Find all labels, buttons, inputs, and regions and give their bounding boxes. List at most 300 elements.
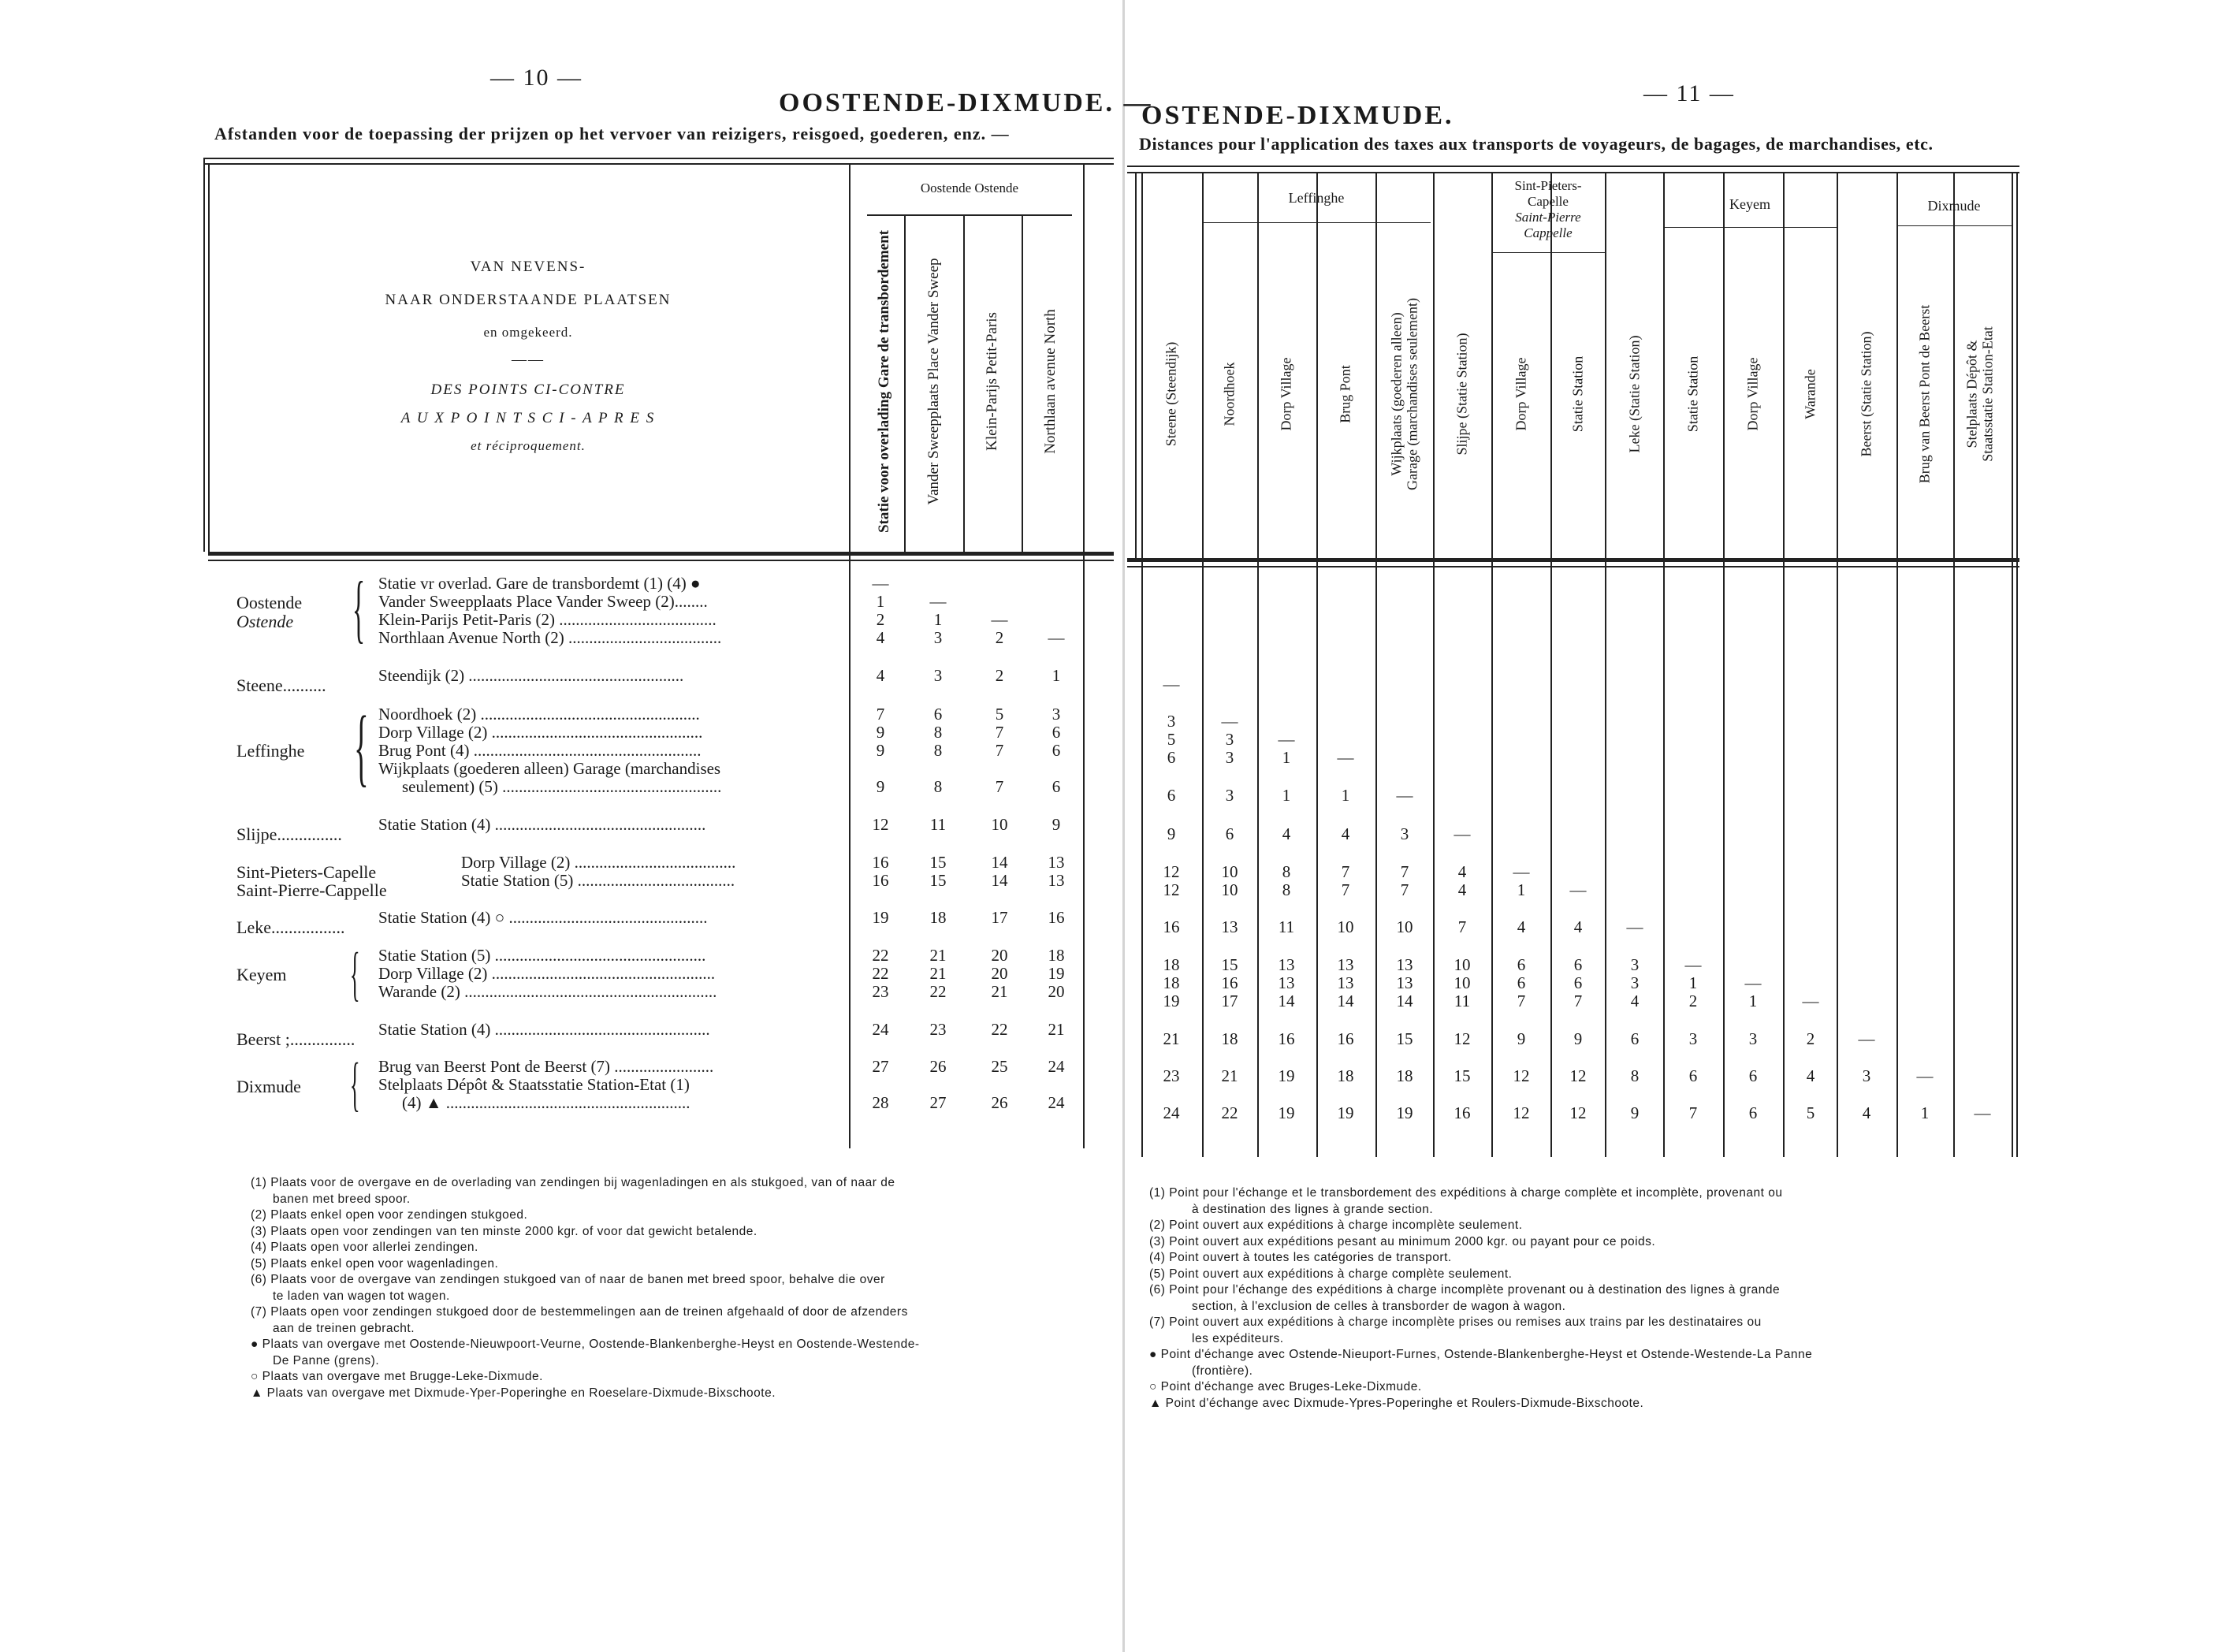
table-cell: 6 (1688, 1066, 1698, 1085)
right-col-header: Noordhoek (1221, 362, 1238, 426)
heading-fr-3: et réciproquement. (471, 438, 586, 453)
table-cell: 20 (991, 946, 1008, 965)
row-place-label: Statie Station (5) ...................................... (461, 871, 735, 890)
table-cell: 15 (929, 871, 947, 890)
right-col-sep (1783, 172, 1785, 1157)
right-col-sep (1257, 172, 1259, 1157)
table-cell: 4 (1573, 917, 1583, 936)
footnote-line: banen met breed spoor. (273, 1192, 411, 1206)
group-sintpieters (1491, 178, 1605, 241)
brace-leffinghe: { (354, 698, 369, 794)
table-cell: 6 (1573, 973, 1583, 992)
left-col-right (1083, 163, 1085, 1148)
table-cell: 6 (1225, 824, 1234, 843)
table-cell: 16 (1337, 1029, 1354, 1048)
brace-oostende: { (352, 566, 366, 650)
heading-fr-1: DES POINTS CI-CONTRE (430, 381, 626, 398)
table-cell: 6 (1748, 1066, 1758, 1085)
right-col-sep (2012, 172, 2013, 1157)
table-cell: 4 (1806, 1066, 1815, 1085)
table-cell: 18 (1337, 1066, 1354, 1085)
right-col-sep (1316, 172, 1318, 1157)
table-cell: 1 (1920, 1103, 1930, 1122)
row-town-label: Slijpe............... (236, 824, 342, 844)
row-town-label: Keyem (236, 965, 287, 984)
right-col-sep (1723, 172, 1725, 1157)
table-cell: 10 (1221, 862, 1238, 881)
table-cell: 22 (929, 982, 947, 1001)
row-place-label: Northlaan Avenue North (2) ..................................... (378, 628, 722, 647)
table-cell: 12 (1453, 1029, 1471, 1048)
right-col-sep (1202, 172, 1204, 1157)
table-cell: 18 (1396, 1066, 1413, 1085)
col-header-klein-parijs: Klein-Parijs Petit-Paris (984, 312, 1000, 451)
right-col-header: Statie Station (1684, 355, 1701, 433)
right-col-header: Steene (Steendijk) (1163, 341, 1179, 447)
col-header-vander-sweep: Vander Sweepplaats Place Vander Sweep (925, 258, 942, 505)
footnote-line: ○ Plaats van overgave met Brugge-Leke-Dixmude. (251, 1370, 543, 1383)
table-cell: — (1221, 712, 1238, 731)
table-cell: 23 (1163, 1066, 1180, 1085)
row-town-label: Sint-Pieters-Capelle (236, 862, 377, 882)
row-town-label: Leffinghe (236, 741, 305, 761)
footnote-line: (1) Point pour l'échange et le transbordement des expéditions à charge complète et incomplète, provenant ou (1149, 1186, 1783, 1200)
table-cell: 13 (1337, 955, 1354, 974)
row-place-label: (4) ▲ ........................................................... (402, 1093, 690, 1112)
table-cell: — (1337, 748, 1354, 767)
table-cell: 9 (876, 741, 885, 760)
row-place-label: Statie Station (5) ................................................... (378, 946, 706, 965)
table-cell: 4 (1457, 880, 1467, 899)
table-cell: 9 (1573, 1029, 1583, 1048)
table-cell: 14 (991, 871, 1008, 890)
table-cell: — (1453, 824, 1471, 843)
heading-nl-2: NAAR ONDERSTAANDE PLAATSEN (385, 292, 672, 308)
table-cell: 15 (1453, 1066, 1471, 1085)
sintpieters-line-4: Cappelle (1524, 225, 1573, 240)
table-cell: 8 (933, 741, 943, 760)
left-col-sep-2 (963, 214, 965, 552)
row-place-label: Klein-Parijs Petit-Paris (2) ...................................... (378, 610, 717, 629)
table-cell: 5 (995, 705, 1004, 724)
table-cell: 28 (872, 1093, 889, 1112)
sintpieters-line-3: Saint-Pierre (1515, 210, 1581, 225)
table-cell: 9 (1630, 1103, 1640, 1122)
table-cell: 1 (1517, 880, 1526, 899)
table-cell: 10 (1221, 880, 1238, 899)
table-cell: 12 (1163, 880, 1180, 899)
heading-fr-2: A U X P O I N T S C I - A P R E S (400, 410, 656, 426)
table-cell: 21 (929, 964, 947, 983)
row-place-label: Statie Station (4) .................................................... (378, 1020, 710, 1039)
table-cell: 10 (1453, 973, 1471, 992)
group-sintpieters-rule (1491, 252, 1605, 253)
table-cell: 24 (1163, 1103, 1180, 1122)
table-cell: 16 (872, 853, 889, 872)
row-town-label: Steene.......... (236, 675, 326, 695)
right-col-header: Statie Station (1569, 355, 1586, 433)
table-cell: 13 (1396, 955, 1413, 974)
sintpieters-line-2: Capelle (1528, 194, 1569, 209)
table-cell: 7 (1517, 992, 1526, 1010)
table-cell: 1 (1688, 973, 1698, 992)
table-cell: — (1048, 628, 1065, 647)
right-col-header: Garage (marchandises seulement) (1404, 298, 1420, 490)
table-cell: 8 (933, 723, 943, 742)
right-page-number: — 11 — (1643, 80, 1735, 106)
table-cell: 1 (1341, 786, 1350, 805)
table-cell: 7 (1400, 862, 1409, 881)
table-cell: 8 (933, 777, 943, 796)
row-place-label: Wijkplaats (goederen alleen) Garage (marchandises (378, 759, 721, 778)
table-cell: 2 (876, 610, 885, 629)
right-col-sep (1605, 172, 1606, 1157)
right-frame-right-2 (2016, 172, 2018, 1157)
table-cell: 19 (1337, 1103, 1354, 1122)
table-cell: — (929, 592, 947, 611)
table-cell: 18 (929, 908, 947, 927)
table-cell: 26 (929, 1057, 947, 1076)
heading-dash: —— (512, 352, 545, 368)
right-col-sep (1837, 172, 1838, 1157)
footnote-line: (5) Point ouvert aux expéditions à charge complète seulement. (1149, 1267, 1513, 1281)
table-cell: 1 (1282, 786, 1291, 805)
table-cell: 21 (1221, 1066, 1238, 1085)
table-cell: 21 (929, 946, 947, 965)
footnote-line: De Panne (grens). (273, 1353, 380, 1367)
left-frame-left-2 (208, 163, 210, 552)
footnote-line: à destination des lignes à grande section. (1192, 1202, 1434, 1216)
row-place-label: Brug van Beerst Pont de Beerst (7) ........................ (378, 1057, 714, 1076)
table-cell: 23 (872, 982, 889, 1001)
right-col-sep (1896, 172, 1898, 1157)
group-keyem: Keyem (1729, 196, 1770, 212)
table-cell: 11 (1453, 992, 1471, 1010)
row-town-label: Dixmude (236, 1077, 301, 1096)
table-cell: 9 (1517, 1029, 1526, 1048)
table-cell: 9 (1167, 824, 1176, 843)
table-cell: 3 (1225, 748, 1234, 767)
table-cell: 2 (995, 628, 1004, 647)
table-cell: 20 (991, 964, 1008, 983)
right-frame-left (1135, 172, 1137, 558)
page-fold (1122, 0, 1125, 1652)
table-cell: — (1916, 1066, 1934, 1085)
table-cell: 7 (1400, 880, 1409, 899)
table-cell: 13 (1396, 973, 1413, 992)
footnote-line: ● Plaats van overgave met Oostende-Nieuwpoort-Veurne, Oostende-Blankenberghe-Heyst en Oostende-Westende- (251, 1338, 920, 1351)
row-place-label: Steendijk (2) .................................................... (378, 666, 684, 685)
right-col-header: Brug Pont (1337, 365, 1353, 423)
col-header-northlaan: Northlaan avenue North (1042, 309, 1059, 454)
right-col-header: Beerst (Statie Station) (1858, 331, 1874, 457)
table-cell: 6 (1573, 955, 1583, 974)
footnote-line: aan de treinen gebracht. (273, 1321, 415, 1335)
table-cell: 8 (1282, 862, 1291, 881)
right-col-header: Brug van Beerst Pont de Beerst (1916, 304, 1933, 484)
left-top-rule-2 (203, 163, 1114, 165)
table-cell: 7 (995, 777, 1004, 796)
left-title: OOSTENDE-DIXMUDE. — (779, 88, 1153, 117)
table-cell: — (1513, 862, 1530, 881)
table-cell: 1 (1282, 748, 1291, 767)
table-cell: 22 (991, 1020, 1008, 1039)
right-col-sep (1433, 172, 1435, 1157)
table-cell: — (1684, 955, 1702, 974)
table-cell: 19 (1278, 1066, 1295, 1085)
table-cell: 7 (995, 723, 1004, 742)
right-subtitle: Distances pour l'application des taxes aux transports de voyageurs, de bagages, de marchandises, etc. (1139, 134, 1934, 154)
heading-nl-1: VAN NEVENS- (470, 259, 586, 275)
left-col-divider (849, 163, 851, 1148)
footnote-line: ● Point d'échange avec Ostende-Nieuport-Furnes, Ostende-Blankenberghe-Heyst et Ostende-Westende-La Panne (1149, 1348, 1813, 1361)
table-cell: 14 (1337, 992, 1354, 1010)
table-cell: 15 (929, 853, 947, 872)
table-cell: — (1626, 917, 1643, 936)
table-cell: 3 (1225, 730, 1234, 749)
table-cell: 2 (1688, 992, 1698, 1010)
table-cell: 13 (1337, 973, 1354, 992)
table-cell: 7 (1688, 1103, 1698, 1122)
right-col-header: Slijpe (Statie Station) (1453, 333, 1470, 456)
table-cell: 13 (1278, 973, 1295, 992)
table-cell: 6 (1630, 1029, 1640, 1048)
right-top-rule (1127, 166, 2019, 167)
row-town-label: Leke................. (236, 917, 345, 937)
footnote-line: (3) Plaats open voor zendingen van ten minste 2000 kgr. of voor dat gewicht betalende. (251, 1224, 757, 1238)
table-cell: 16 (872, 871, 889, 890)
table-cell: 18 (1163, 973, 1180, 992)
table-cell: 13 (1048, 853, 1065, 872)
table-cell: 1 (1748, 992, 1758, 1010)
left-header-rule-2 (208, 560, 1114, 561)
table-cell: 14 (1396, 992, 1413, 1010)
table-cell: 18 (1221, 1029, 1238, 1048)
table-cell: 4 (1341, 824, 1350, 843)
table-cell: 15 (1396, 1029, 1413, 1048)
table-cell: 12 (872, 815, 889, 834)
left-subtitle: Afstanden voor de toepassing der prijzen op het vervoer van reizigers, reisgoed, goederen, enz. — (214, 124, 1010, 143)
table-cell: 7 (1341, 880, 1350, 899)
right-col-sep (1550, 172, 1552, 1157)
table-cell: 3 (1225, 786, 1234, 805)
table-cell: 14 (991, 853, 1008, 872)
table-cell: — (991, 610, 1008, 629)
table-cell: — (1802, 992, 1819, 1010)
row-place-label: Stelplaats Dépôt & Staatsstatie Station-Etat (1) (378, 1075, 690, 1094)
table-cell: 12 (1569, 1103, 1587, 1122)
col-header-statie-overlading: Statie voor overlading Gare de transbordement (876, 229, 892, 534)
right-col-sep (1663, 172, 1665, 1157)
table-cell: 15 (1221, 955, 1238, 974)
group-leffinghe: Leffinghe (1288, 190, 1345, 206)
table-cell: 9 (876, 777, 885, 796)
table-cell: 21 (1163, 1029, 1180, 1048)
table-cell: 22 (872, 946, 889, 965)
table-cell: 12 (1163, 862, 1180, 881)
footnote-line: (6) Point pour l'échange des expéditions à charge incomplète provenant ou à destination des lignes à grande (1149, 1283, 1781, 1297)
table-cell: 13 (1221, 917, 1238, 936)
table-cell: 1 (1052, 666, 1061, 685)
table-cell: 6 (1167, 748, 1176, 767)
table-cell: 24 (1048, 1057, 1065, 1076)
footnote-line: les expéditeurs. (1192, 1331, 1284, 1345)
row-place-label: Statie Station (4) ................................................... (378, 815, 706, 834)
table-cell: 24 (1048, 1093, 1065, 1112)
brace-dixmude: { (349, 1051, 360, 1118)
table-cell: 7 (1341, 862, 1350, 881)
table-cell: 3 (1400, 824, 1409, 843)
table-cell: 7 (995, 741, 1004, 760)
table-cell: 10 (1453, 955, 1471, 974)
table-cell: 6 (1748, 1103, 1758, 1122)
left-frame-left (203, 158, 205, 552)
row-place-label: Warande (2) ............................................................. (378, 982, 717, 1001)
table-cell: 12 (1513, 1103, 1530, 1122)
table-cell: 3 (1052, 705, 1061, 724)
footnote-line: (4) Point ouvert à toutes les catégories de transport. (1149, 1251, 1452, 1264)
table-cell: 6 (933, 705, 943, 724)
footnote-line: section, à l'exclusion de celles à transborder de wagon à wagon. (1192, 1299, 1566, 1313)
table-cell: 4 (876, 666, 885, 685)
right-col-header: Wijkplaats (goederen alleen) (1388, 312, 1405, 476)
table-cell: 4 (1457, 862, 1467, 881)
right-col-sep (1375, 172, 1377, 1157)
table-cell: 3 (1630, 955, 1640, 974)
footnote-line: (7) Plaats open voor zendingen stukgoed door de bestemmelingen aan de treinen afgehaald of door de afzenders (251, 1305, 908, 1319)
table-cell: 8 (1282, 880, 1291, 899)
table-cell: 6 (1052, 723, 1061, 742)
table-cell: 1 (933, 610, 943, 629)
table-cell: 24 (872, 1020, 889, 1039)
footnote-line: ▲ Plaats van overgave met Dixmude-Yper-Poperinghe en Roeselare-Dixmude-Bixschoote. (251, 1386, 776, 1400)
table-cell: 3 (933, 628, 943, 647)
sintpieters-line-1: Sint-Pieters- (1514, 178, 1582, 193)
table-cell: 9 (876, 723, 885, 742)
row-place-label: Statie vr overlad. Gare de transbordemt (1) (4) ● (378, 574, 701, 593)
table-cell: 25 (991, 1057, 1008, 1076)
brace-keyem: { (349, 941, 360, 1007)
table-cell: 7 (1573, 992, 1583, 1010)
table-cell: 21 (991, 982, 1008, 1001)
footnote-line: (6) Plaats voor de overgave van zendingen stukgoed van of naar de banen met breed spoor, behalve die over (251, 1273, 885, 1286)
row-place-label: Dorp Village (2) ................................................... (378, 723, 703, 742)
footnote-line: (1) Plaats voor de overgave en de overlading van zendingen bij wagenladingen en als stukgoed, van of naar de (251, 1176, 895, 1189)
table-cell: 9 (1052, 815, 1061, 834)
table-cell: 16 (1278, 1029, 1295, 1048)
group-leffinghe-rule (1202, 222, 1431, 223)
table-cell: 7 (876, 705, 885, 724)
row-town-label: Beerst ;............... (236, 1029, 355, 1049)
left-col-sep-1 (904, 214, 906, 552)
table-cell: 16 (1163, 917, 1180, 936)
table-cell: 12 (1513, 1066, 1530, 1085)
table-cell: 7 (1457, 917, 1467, 936)
table-cell: 3 (1630, 973, 1640, 992)
table-cell: 11 (1278, 917, 1295, 936)
table-cell: 6 (1167, 786, 1176, 805)
table-cell: 3 (1748, 1029, 1758, 1048)
right-col-header: Stelplaats Dépôt & (1963, 340, 1980, 448)
footnote-line: ▲ Point d'échange avec Dixmude-Ypres-Poperinghe et Roulers-Dixmude-Bixschoote. (1149, 1396, 1644, 1410)
row-place-label: Noordhoek (2) ..................................................... (378, 705, 700, 724)
table-cell: 27 (929, 1093, 947, 1112)
row-place-label: seulement) (5) ..................................................... (402, 777, 722, 796)
table-cell: 19 (1278, 1103, 1295, 1122)
table-cell: 13 (1278, 955, 1295, 974)
table-cell: 3 (933, 666, 943, 685)
right-col-header: Warande (1802, 369, 1818, 419)
table-cell: 2 (1806, 1029, 1815, 1048)
table-cell: 6 (1517, 973, 1526, 992)
table-cell: 27 (872, 1057, 889, 1076)
heading-block (331, 259, 725, 454)
footnote-line: (4) Plaats open voor allerlei zendingen. (251, 1241, 478, 1254)
table-cell: 16 (1453, 1103, 1471, 1122)
table-cell: — (1396, 786, 1413, 805)
table-cell: 22 (872, 964, 889, 983)
table-cell: — (1163, 675, 1180, 694)
right-col-header: Dorp Village (1744, 357, 1761, 431)
table-cell: — (1858, 1029, 1875, 1048)
footnote-line: te laden van wagen tot wagen. (273, 1289, 450, 1303)
table-cell: 20 (1048, 982, 1065, 1001)
right-col-header: Dorp Village (1513, 357, 1529, 431)
left-page-number: — 10 — (490, 65, 583, 91)
table-cell: 22 (1221, 1103, 1238, 1122)
table-cell: 4 (1282, 824, 1291, 843)
table-cell: 11 (929, 815, 947, 834)
right-header-rule (1127, 558, 2019, 562)
footnote-line: ○ Point d'échange avec Bruges-Leke-Dixmude. (1149, 1380, 1422, 1393)
table-cell: 4 (1517, 917, 1526, 936)
footnote-line: (7) Point ouvert aux expéditions à charge incomplète prises ou remises aux trains par les destinataires ou (1149, 1315, 1762, 1329)
oostende-group-label: Oostende Ostende (920, 180, 1019, 195)
table-cell: 4 (1630, 992, 1640, 1010)
table-cell: 16 (1048, 908, 1065, 927)
table-cell: 26 (991, 1093, 1008, 1112)
right-col-sep (1491, 172, 1493, 1157)
left-header-rule (208, 552, 1114, 556)
table-cell: 17 (1221, 992, 1238, 1010)
footnote-line: (5) Plaats enkel open voor wagenladingen. (251, 1256, 499, 1271)
right-col-header: Leke (Statie Station) (1626, 335, 1643, 453)
row-town-label: Ostende (236, 612, 294, 631)
table-cell: 19 (1396, 1103, 1413, 1122)
left-col-sep-3 (1022, 214, 1023, 552)
table-cell: 4 (1862, 1103, 1871, 1122)
group-dixmude: Dixmude (1927, 198, 1981, 214)
table-cell: — (872, 574, 889, 593)
group-dixmude-rule (1896, 225, 2012, 226)
table-cell: 23 (929, 1020, 947, 1039)
right-col-header: Staatsstatie Station-Etat (1979, 326, 1996, 462)
footnote-line: (2) Point ouvert aux expéditions à charge incomplète seulement. (1149, 1219, 1523, 1232)
table-cell: 10 (991, 815, 1008, 834)
table-cell: 3 (1688, 1029, 1698, 1048)
table-cell: 12 (1569, 1066, 1587, 1085)
table-cell: 10 (1396, 917, 1413, 936)
table-cell: 2 (995, 666, 1004, 685)
table-cell: 16 (1221, 973, 1238, 992)
right-col-header: Dorp Village (1278, 357, 1294, 431)
table-cell: 10 (1337, 917, 1354, 936)
row-town-label: Oostende (236, 593, 303, 612)
table-cell: 6 (1052, 777, 1061, 796)
footnote-line: (3) Point ouvert aux expéditions pesant au minimum 2000 kgr. ou payant pour ce poids. (1149, 1234, 1656, 1248)
table-cell: 3 (1862, 1066, 1871, 1085)
table-cell: 5 (1167, 730, 1176, 749)
